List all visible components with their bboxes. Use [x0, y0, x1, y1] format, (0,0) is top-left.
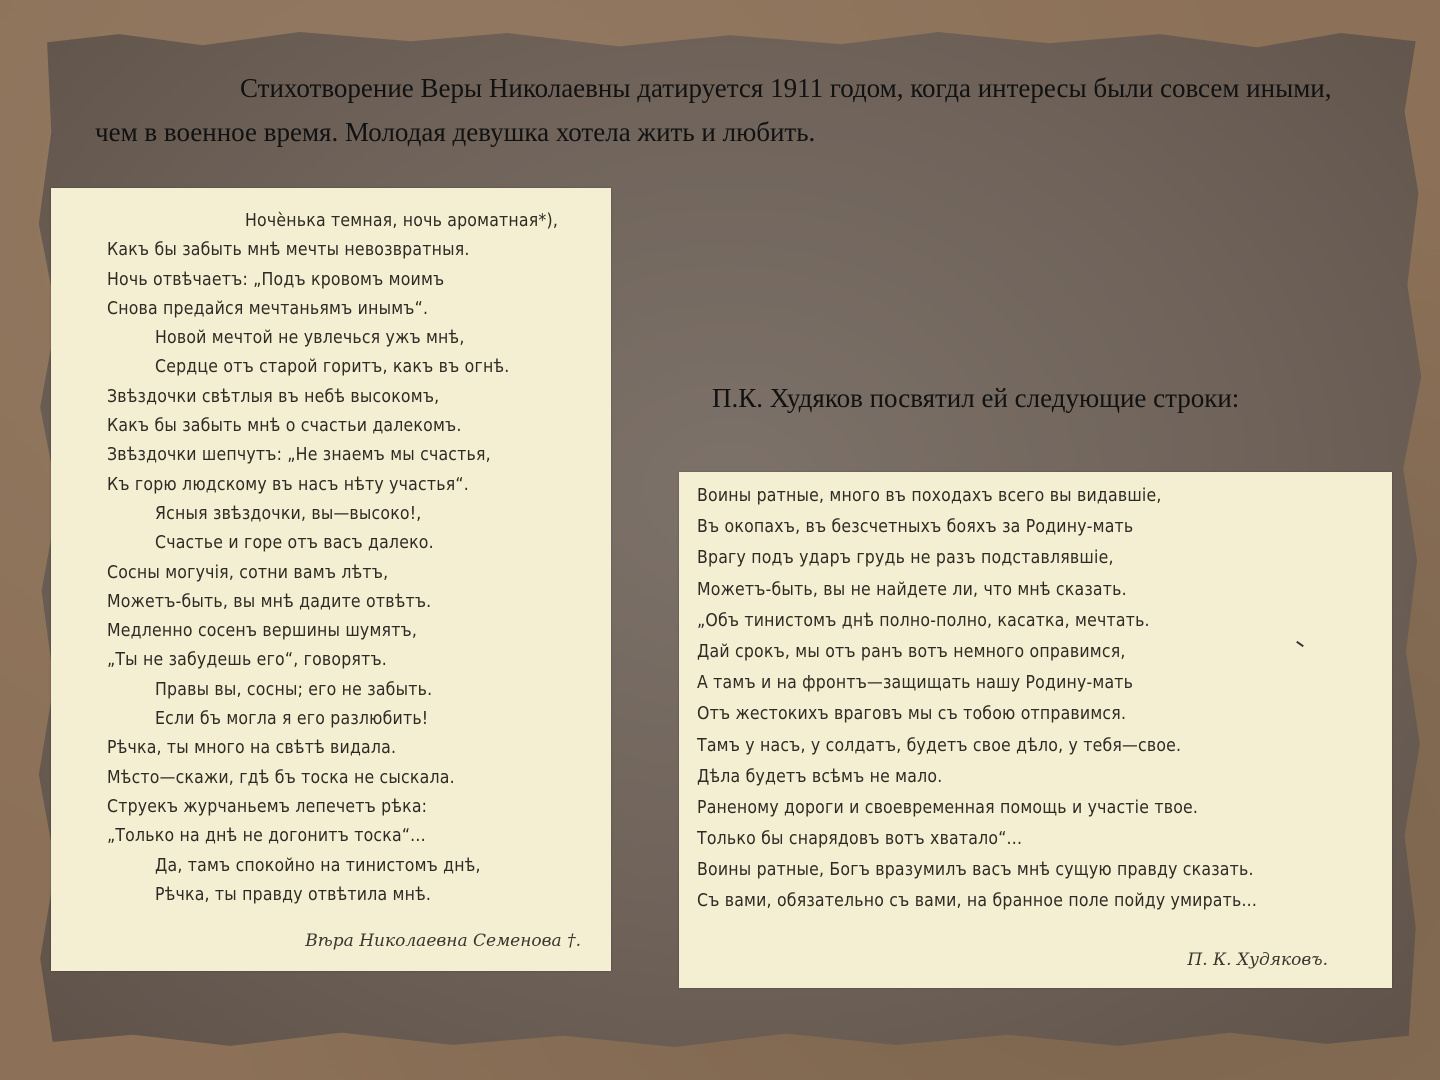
left-poem-line: Правы вы, сосны; его не забыть.	[155, 679, 433, 700]
right-poem-line: „Объ тинистомъ днѣ полно-полно, касатка, мечтать.	[697, 610, 1150, 631]
right-poem-line: Отъ жестокихъ враговъ мы съ тобою отправимся.	[697, 704, 1127, 725]
left-poem-line: Звѣздочки шепчутъ: „Не знаемъ мы счастья,	[107, 445, 491, 466]
left-poem-line: Сосны могучія, сотни вамъ лѣтъ,	[107, 562, 389, 583]
left-poem-line: Струекъ журчаньемъ лепечетъ рѣка:	[107, 796, 428, 817]
right-poem-line: Раненому дороги и своевременная помощь и участіе твое.	[697, 797, 1199, 818]
left-poem-line: Снова предайся мечтаньямъ инымъ“.	[107, 298, 429, 319]
right-poem-line: Тамъ у насъ, у солдатъ, будетъ свое дѣло, у тебя—свое.	[697, 735, 1182, 756]
right-poem-line: А тамъ и на фронтъ—защищать нашу Родину-мать	[697, 673, 1134, 694]
left-poem-line: Ясныя звѣздочки, вы—высоко!,	[155, 503, 422, 524]
right-poem-line: Воины ратные, Богъ вразумилъ васъ мнѣ сущую правду сказать.	[697, 860, 1254, 881]
left-poem-line: Медленно сосенъ вершины шумятъ,	[107, 621, 418, 642]
right-poem-line: Врагу подъ ударъ грудь не разъ подставлявшіе,	[697, 548, 1114, 569]
left-poem-signature: Вѣра Николаевна Семенова †.	[305, 931, 581, 951]
left-poem-line: Сердце отъ старой горитъ, какъ въ огнѣ.	[155, 357, 510, 378]
right-poem-line: Только бы снарядовъ вотъ хватало“...	[697, 829, 1023, 850]
left-poem-line: Новой мечтой не увлечься ужъ мнѣ,	[155, 328, 465, 349]
right-poem-line: Съ вами, обязательно съ вами, на бранное поле пойду умирать...	[697, 891, 1258, 912]
left-poem-line: Ночь отвѣчаетъ: „Подъ кровомъ моимъ	[107, 269, 445, 290]
left-poem-line: Звѣздочки свѣтлыя въ небѣ высокомъ,	[107, 386, 440, 407]
left-poem-scan	[51, 188, 611, 971]
left-poem-line: Какъ бы забыть мнѣ мечты невозвратныя.	[107, 240, 470, 261]
right-poem-line: Въ окопахъ, въ безсчетныхъ бояхъ за Родину-мать	[697, 517, 1134, 538]
left-poem-line: Если бъ могла я его разлюбить!	[155, 709, 429, 730]
right-poem-line: Можетъ-быть, вы не найдете ли, что мнѣ сказать.	[697, 579, 1127, 600]
right-poem-scan	[679, 472, 1392, 988]
left-poem-line: „Только на днѣ не догонитъ тоска“...	[107, 826, 426, 847]
left-poem-line: Ночѐнька темная, ночь ароматная*),	[245, 211, 559, 231]
left-poem-line: „Ты не забудешь его“, говорятъ.	[107, 650, 387, 671]
left-poem-line: Мѣсто—скажи, гдѣ бъ тоска не сыскала.	[107, 767, 455, 788]
right-poem	[697, 481, 1377, 918]
right-poem-line: Дай срокъ, мы отъ ранъ вотъ немного оправимся,	[697, 641, 1126, 662]
left-poem-line: Къ горю людскому въ насъ нѣту участья“.	[107, 474, 469, 495]
right-poem-signature: П. К. Худяковъ.	[1187, 950, 1328, 970]
left-poem-line: Можетъ-быть, вы мнѣ дадите отвѣтъ.	[107, 591, 432, 612]
left-poem-line: Да, тамъ спокойно на тинистомъ днѣ,	[155, 855, 481, 876]
subheading: П.К. Худяков посвятил ей следующие строки:	[712, 383, 1240, 413]
right-poem-line: Воины ратные, много въ походахъ всего вы видавшіе,	[697, 486, 1162, 506]
left-poem-line: Рѣчка, ты правду отвѣтила мнѣ.	[155, 884, 432, 905]
left-poem-line: Рѣчка, ты много на свѣтѣ видала.	[107, 738, 397, 759]
intro-paragraph: Стихотворение Веры Николаевны датируется 1911 годом, когда интересы были совсем иными, чем в военное время. Молодая девушка хотела жить и любить.	[95, 73, 1332, 147]
right-poem-line: Дѣла будетъ всѣмъ не мало.	[697, 766, 943, 787]
left-poem-line: Счастье и горе отъ васъ далеко.	[155, 533, 434, 554]
left-poem	[107, 207, 597, 910]
left-poem-line: Какъ бы забыть мнѣ о счастьи далекомъ.	[107, 416, 462, 437]
